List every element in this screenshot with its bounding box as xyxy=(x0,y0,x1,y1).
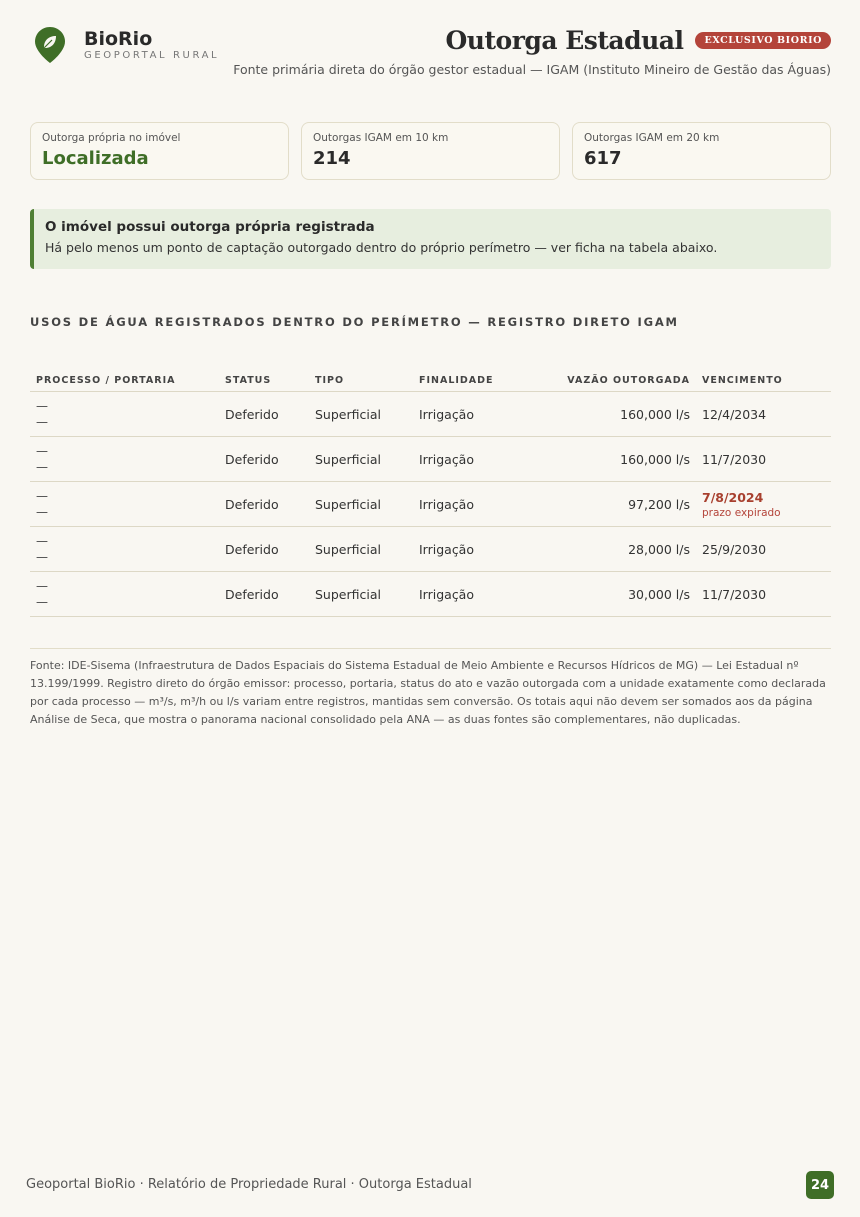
table-row xyxy=(30,392,831,437)
header-finalidade: FINALIDADE xyxy=(419,375,494,386)
table-row xyxy=(30,527,831,572)
brand-subtitle: GEOPORTAL RURAL xyxy=(84,50,220,61)
vencimento-expired-date: 7/8/2024 xyxy=(702,489,764,505)
table-row xyxy=(30,482,831,527)
portaria: — xyxy=(36,505,48,519)
finalidade-cell: Irrigação xyxy=(419,406,474,422)
processo: — xyxy=(36,489,48,503)
portaria: — xyxy=(36,595,48,609)
alert-text: Há pelo menos um ponto de captação outorgado dentro do próprio perímetro — ver ficha na tabela abaixo. xyxy=(45,240,718,255)
finalidade-cell: Irrigação xyxy=(419,496,474,512)
title-row xyxy=(446,26,831,55)
table-row xyxy=(30,437,831,482)
map-pin-leaf-icon xyxy=(34,26,66,64)
finalidade-cell: Irrigação xyxy=(419,586,474,602)
card-label: Outorgas IGAM em 20 km xyxy=(584,132,720,144)
finalidade-cell: Irrigação xyxy=(419,541,474,557)
header-processo: PROCESSO / PORTARIA xyxy=(36,375,176,386)
status-cell: Deferido xyxy=(225,541,279,557)
vazao-cell: 97,200 l/s xyxy=(628,496,690,512)
portaria: — xyxy=(36,550,48,564)
header-vazao: VAZÃO OUTORGADA xyxy=(567,375,690,386)
status-cell: Deferido xyxy=(225,451,279,467)
card-outorgas-10km xyxy=(301,122,560,180)
exclusive-badge: EXCLUSIVO BIORIO xyxy=(695,32,831,49)
vazao-cell: 30,000 l/s xyxy=(628,586,690,602)
finalidade-cell: Irrigação xyxy=(419,451,474,467)
processo-cell xyxy=(30,488,225,520)
processo-cell xyxy=(30,398,225,430)
status-cell: Deferido xyxy=(225,496,279,512)
vazao-cell: 160,000 l/s xyxy=(620,451,690,467)
footnote-divider xyxy=(30,648,831,649)
table-header xyxy=(30,370,831,392)
page-header xyxy=(30,26,831,86)
tipo-cell: Superficial xyxy=(315,406,381,422)
processo: — xyxy=(36,579,48,593)
water-use-table xyxy=(30,370,831,617)
header-vencimento: VENCIMENTO xyxy=(702,375,783,386)
processo-cell xyxy=(30,533,225,565)
vencimento-cell xyxy=(702,490,831,519)
vazao-cell: 28,000 l/s xyxy=(628,541,690,557)
processo-cell xyxy=(30,443,225,475)
header-tipo: TIPO xyxy=(315,375,345,386)
status-cell: Deferido xyxy=(225,406,279,422)
card-value: 214 xyxy=(313,148,351,169)
expired-note: prazo expirado xyxy=(702,506,781,519)
processo: — xyxy=(36,399,48,413)
card-own-outorga xyxy=(30,122,289,180)
vencimento-cell: 11/7/2030 xyxy=(702,451,767,467)
outorga-alert xyxy=(30,209,831,269)
processo: — xyxy=(36,534,48,548)
card-value: 617 xyxy=(584,148,622,169)
summary-cards xyxy=(30,122,831,180)
processo-cell xyxy=(30,578,225,610)
vencimento-cell: 11/7/2030 xyxy=(702,586,767,602)
card-value: Localizada xyxy=(42,148,149,169)
page-title: Outorga Estadual xyxy=(445,26,684,55)
footer-text: Geoportal BioRio · Relatório de Propriedade Rural · Outorga Estadual xyxy=(26,1177,472,1192)
vazao-cell: 160,000 l/s xyxy=(620,406,690,422)
portaria: — xyxy=(36,460,48,474)
table-row xyxy=(30,572,831,617)
card-label: Outorga própria no imóvel xyxy=(42,132,181,144)
page-subtitle: Fonte primária direta do órgão gestor estadual — IGAM (Instituto Mineiro de Gestão das Águas) xyxy=(233,62,831,77)
vencimento-cell: 25/9/2030 xyxy=(702,541,767,557)
page-number: 24 xyxy=(806,1171,834,1199)
card-label: Outorgas IGAM em 10 km xyxy=(313,132,449,144)
source-footnote: Fonte: IDE-Sisema (Infraestrutura de Dados Espaciais do Sistema Estadual de Meio Ambiente e Recursos Hídricos de MG) — Lei Estadual nº 13.199/1999. Registro direto do órgão emissor: processo, portaria, status do ato e vazão outorgada com a unidade exatamente como declarada por cada processo — m³/s, m³/h ou l/s variam entre registros, mantidas sem conversão. Os totais aqui não devem ser somados aos da página Análise de Seca, que mostra o panorama nacional consolidado pela ANA — as duas fontes são complementares, não duplicadas. xyxy=(30,659,826,726)
vencimento-cell: 12/4/2034 xyxy=(702,406,767,422)
tipo-cell: Superficial xyxy=(315,496,381,512)
section-heading: USOS DE ÁGUA REGISTRADOS DENTRO DO PERÍMETRO — REGISTRO DIRETO IGAM xyxy=(30,315,679,329)
processo: — xyxy=(36,444,48,458)
tipo-cell: Superficial xyxy=(315,586,381,602)
tipo-cell: Superficial xyxy=(315,451,381,467)
status-cell: Deferido xyxy=(225,586,279,602)
portaria: — xyxy=(36,415,48,429)
alert-title: O imóvel possui outorga própria registrada xyxy=(45,219,375,235)
card-outorgas-20km xyxy=(572,122,831,180)
brand-name: BioRio xyxy=(84,28,153,50)
header-status: STATUS xyxy=(225,375,272,386)
tipo-cell: Superficial xyxy=(315,541,381,557)
